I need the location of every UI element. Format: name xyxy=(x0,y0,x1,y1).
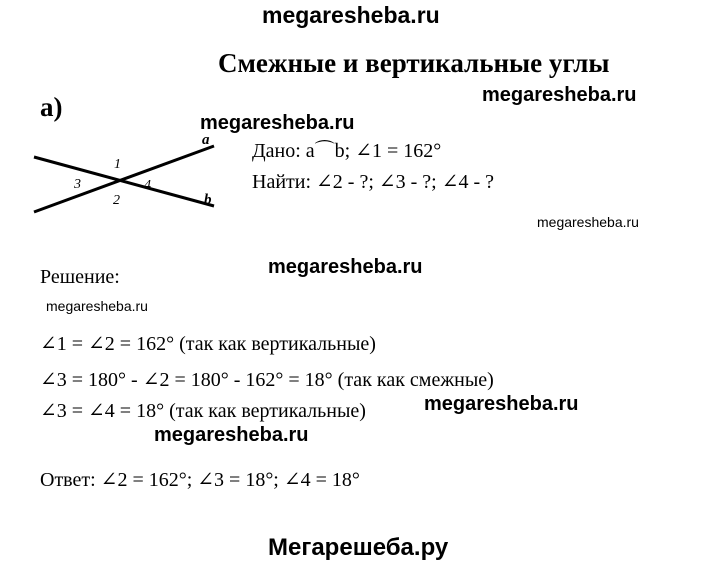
solution-label: Решение: xyxy=(40,266,120,288)
angle-3-label: 3 xyxy=(74,177,81,192)
intersecting-lines-figure xyxy=(28,130,228,220)
line-b xyxy=(34,157,214,206)
angle-4-label: 4 xyxy=(144,178,151,193)
solution-step-3: ∠3 = ∠4 = 18° (так как вертикальные) xyxy=(40,400,366,422)
angle-1-label: 1 xyxy=(114,157,121,172)
watermark-near-solution: megaresheba.ru xyxy=(268,256,423,278)
answer-text: Ответ: ∠2 = 162°; ∠3 = 18°; ∠4 = 18° xyxy=(40,469,360,491)
page-title: Смежные и вертикальные углы xyxy=(218,48,610,78)
watermark-top: megaresheba.ru xyxy=(262,2,440,28)
label-b: b xyxy=(204,192,212,208)
line-a xyxy=(34,146,214,212)
label-a: a xyxy=(202,132,210,148)
watermark-above-figure: megaresheba.ru xyxy=(200,112,355,134)
solution-step-1: ∠1 = ∠2 = 162° (так как вертикальные) xyxy=(40,333,376,355)
watermark-right-of-title: megaresheba.ru xyxy=(482,84,637,106)
angle-2-label: 2 xyxy=(113,193,120,208)
watermark-mid-left: megaresheba.ru xyxy=(154,424,309,446)
watermark-mid-right: megaresheba.ru xyxy=(424,393,579,415)
watermark-right-small: megaresheba.ru xyxy=(537,214,639,230)
part-label: а) xyxy=(40,92,63,122)
footer-site-name: Мегарешеба.ру xyxy=(268,534,449,561)
given-text: Дано: a⌒b; ∠1 = 162° xyxy=(252,140,442,162)
find-text: Найти: ∠2 - ?; ∠3 - ?; ∠4 - ? xyxy=(252,171,495,193)
solution-step-2: ∠3 = 180° - ∠2 = 180° - 162° = 18° (так как смежные) xyxy=(40,369,494,391)
watermark-small-left: megaresheba.ru xyxy=(46,298,148,314)
